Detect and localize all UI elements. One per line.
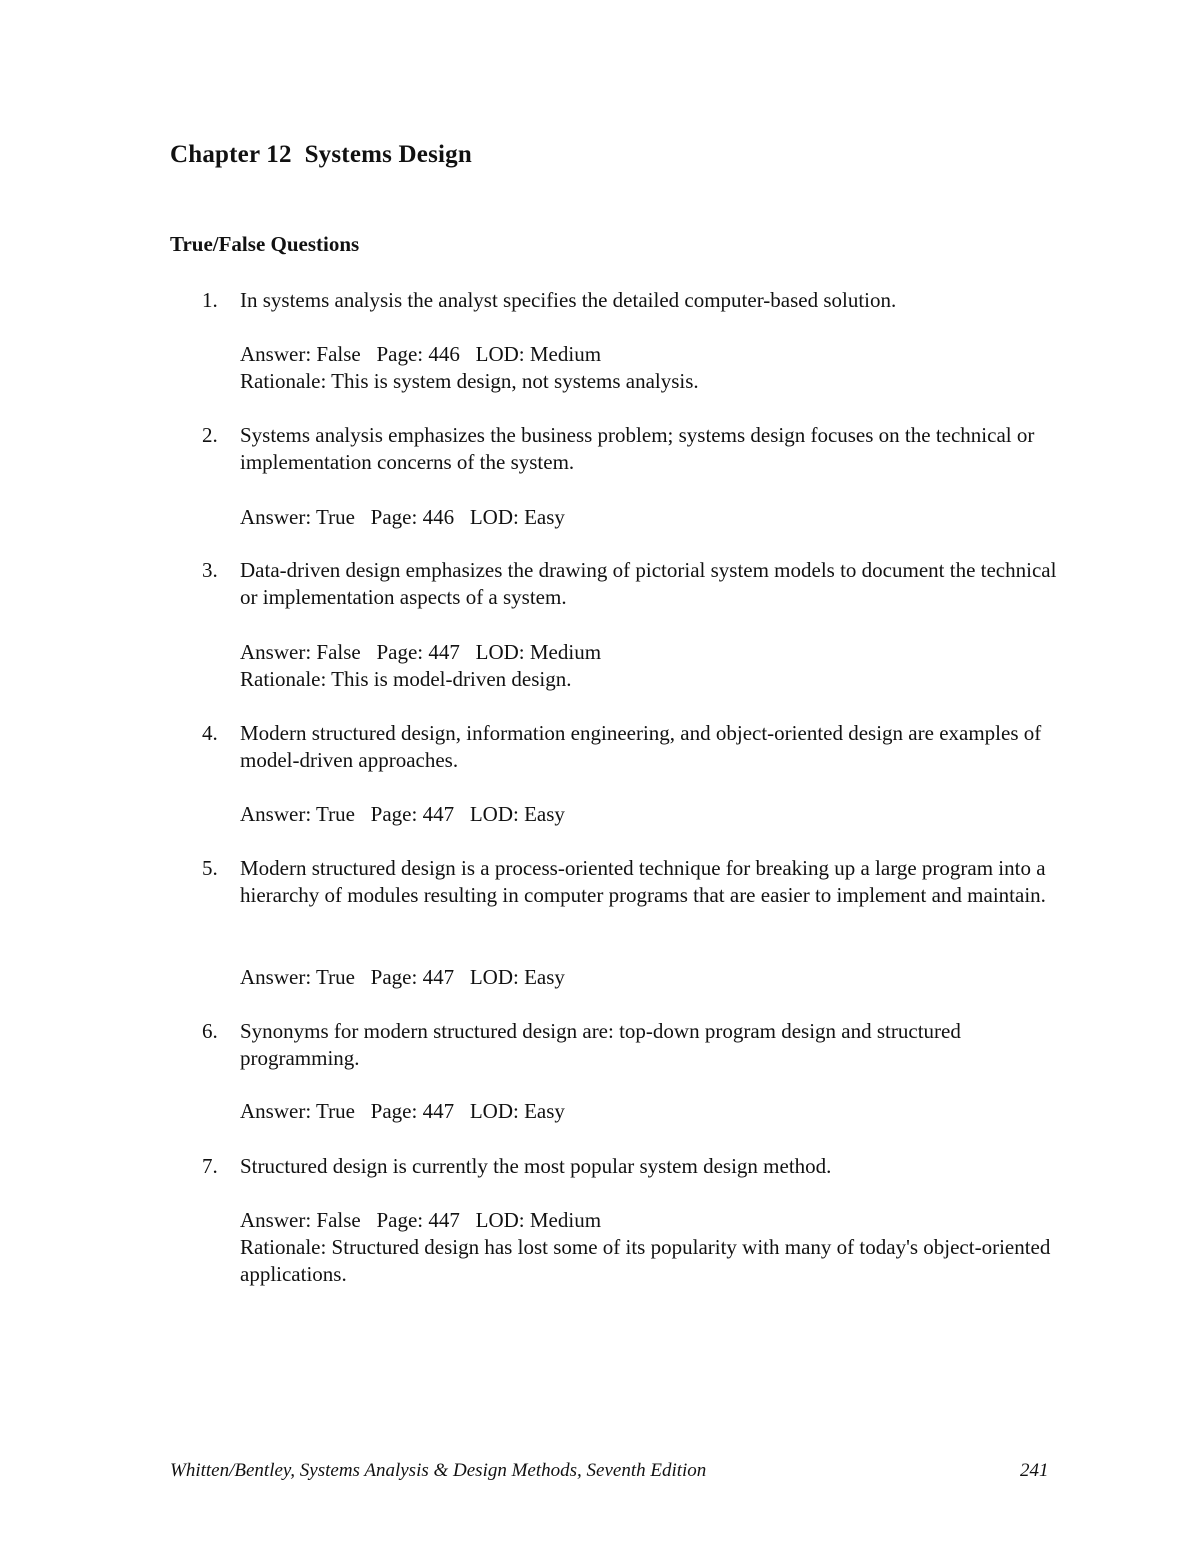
section-heading: True/False Questions (170, 232, 360, 256)
question-text: Modern structured design is a process-oriented technique for breaking up a large program into a hierarchy of modules resulting in computer programs that are easier to implement and maintain. (240, 856, 1046, 907)
answer-line: Answer: True Page: 446 LOD: Easy (240, 505, 565, 529)
question-number: 5. (202, 856, 218, 880)
question-text: Synonyms for modern structured design are: top-down program design and structured programming. (240, 1019, 961, 1070)
answer-line: Answer: True Page: 447 LOD: Easy (240, 1099, 565, 1123)
question-number: 2. (202, 423, 218, 447)
footer-page-number: 241 (1020, 1460, 1049, 1481)
question-number: 6. (202, 1019, 218, 1043)
question-number: 1. (202, 288, 218, 312)
answer-line: Answer: True Page: 447 LOD: Easy (240, 802, 565, 826)
footer-book-title: Whitten/Bentley, Systems Analysis & Design Methods, Seventh Edition (170, 1460, 707, 1481)
question-number: 4. (202, 721, 218, 745)
rationale-text: Rationale: This is model-driven design. (240, 667, 572, 691)
answer-line: Answer: False Page: 447 LOD: Medium (240, 640, 602, 664)
question-text: Systems analysis emphasizes the business problem; systems design focuses on the technical or implementation concerns of the system. (240, 423, 1035, 474)
question-text: Modern structured design, information engineering, and object-oriented design are examples of model-driven approaches. (240, 721, 1042, 772)
question-number: 3. (202, 558, 218, 582)
question-text: In systems analysis the analyst specifies the detailed computer-based solution. (240, 288, 897, 312)
rationale-text: Rationale: This is system design, not systems analysis. (240, 369, 699, 393)
question-text: Data-driven design emphasizes the drawing of pictorial system models to document the technical or implementation aspects of a system. (240, 558, 1057, 609)
answer-line: Answer: False Page: 446 LOD: Medium (240, 342, 602, 366)
question-text: Structured design is currently the most popular system design method. (240, 1154, 832, 1178)
answer-line: Answer: True Page: 447 LOD: Easy (240, 965, 565, 989)
question-number: 7. (202, 1154, 218, 1178)
answer-line: Answer: False Page: 447 LOD: Medium (240, 1208, 602, 1232)
chapter-title: Chapter 12 Systems Design (170, 141, 472, 168)
rationale-text: Rationale: Structured design has lost some of its popularity with many of today's object-oriented applications. (240, 1235, 1051, 1286)
